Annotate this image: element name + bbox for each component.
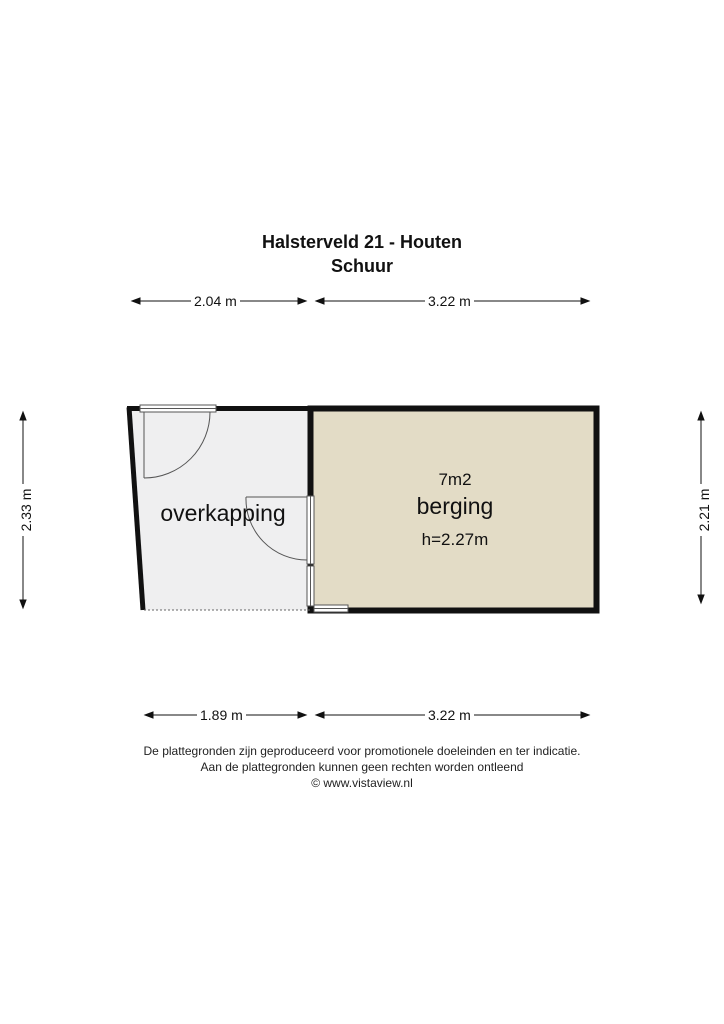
room-label-berging: berging	[416, 493, 494, 519]
dimension-label-bottom-left: 1.89 m	[197, 707, 246, 723]
dimension-label-top-right: 3.22 m	[425, 293, 474, 309]
room-label-overkapping: overkapping	[160, 500, 286, 526]
dimension-label-left-height: 2.33 m	[18, 484, 34, 536]
disclaimer-line-1: De plattegronden zijn geproduceerd voor promotionele doeleinden en ter indicatie.	[143, 744, 581, 758]
dimension-label-top-left: 2.04 m	[191, 293, 240, 309]
plan-title: Halsterveld 21 - Houten	[261, 232, 463, 252]
copyright-link[interactable]: © www.vistaview.nl	[311, 776, 413, 790]
plan-subtitle: Schuur	[330, 256, 393, 276]
disclaimer-line-2: Aan de plattegronden kunnen geen rechten worden ontleend	[200, 760, 524, 774]
dimension-label-bottom-right: 3.22 m	[425, 707, 474, 723]
dimension-label-right-height: 2.21 m	[696, 484, 712, 536]
room-area-berging: 7m2	[438, 470, 472, 489]
room-height-berging: h=2.27m	[421, 530, 489, 549]
